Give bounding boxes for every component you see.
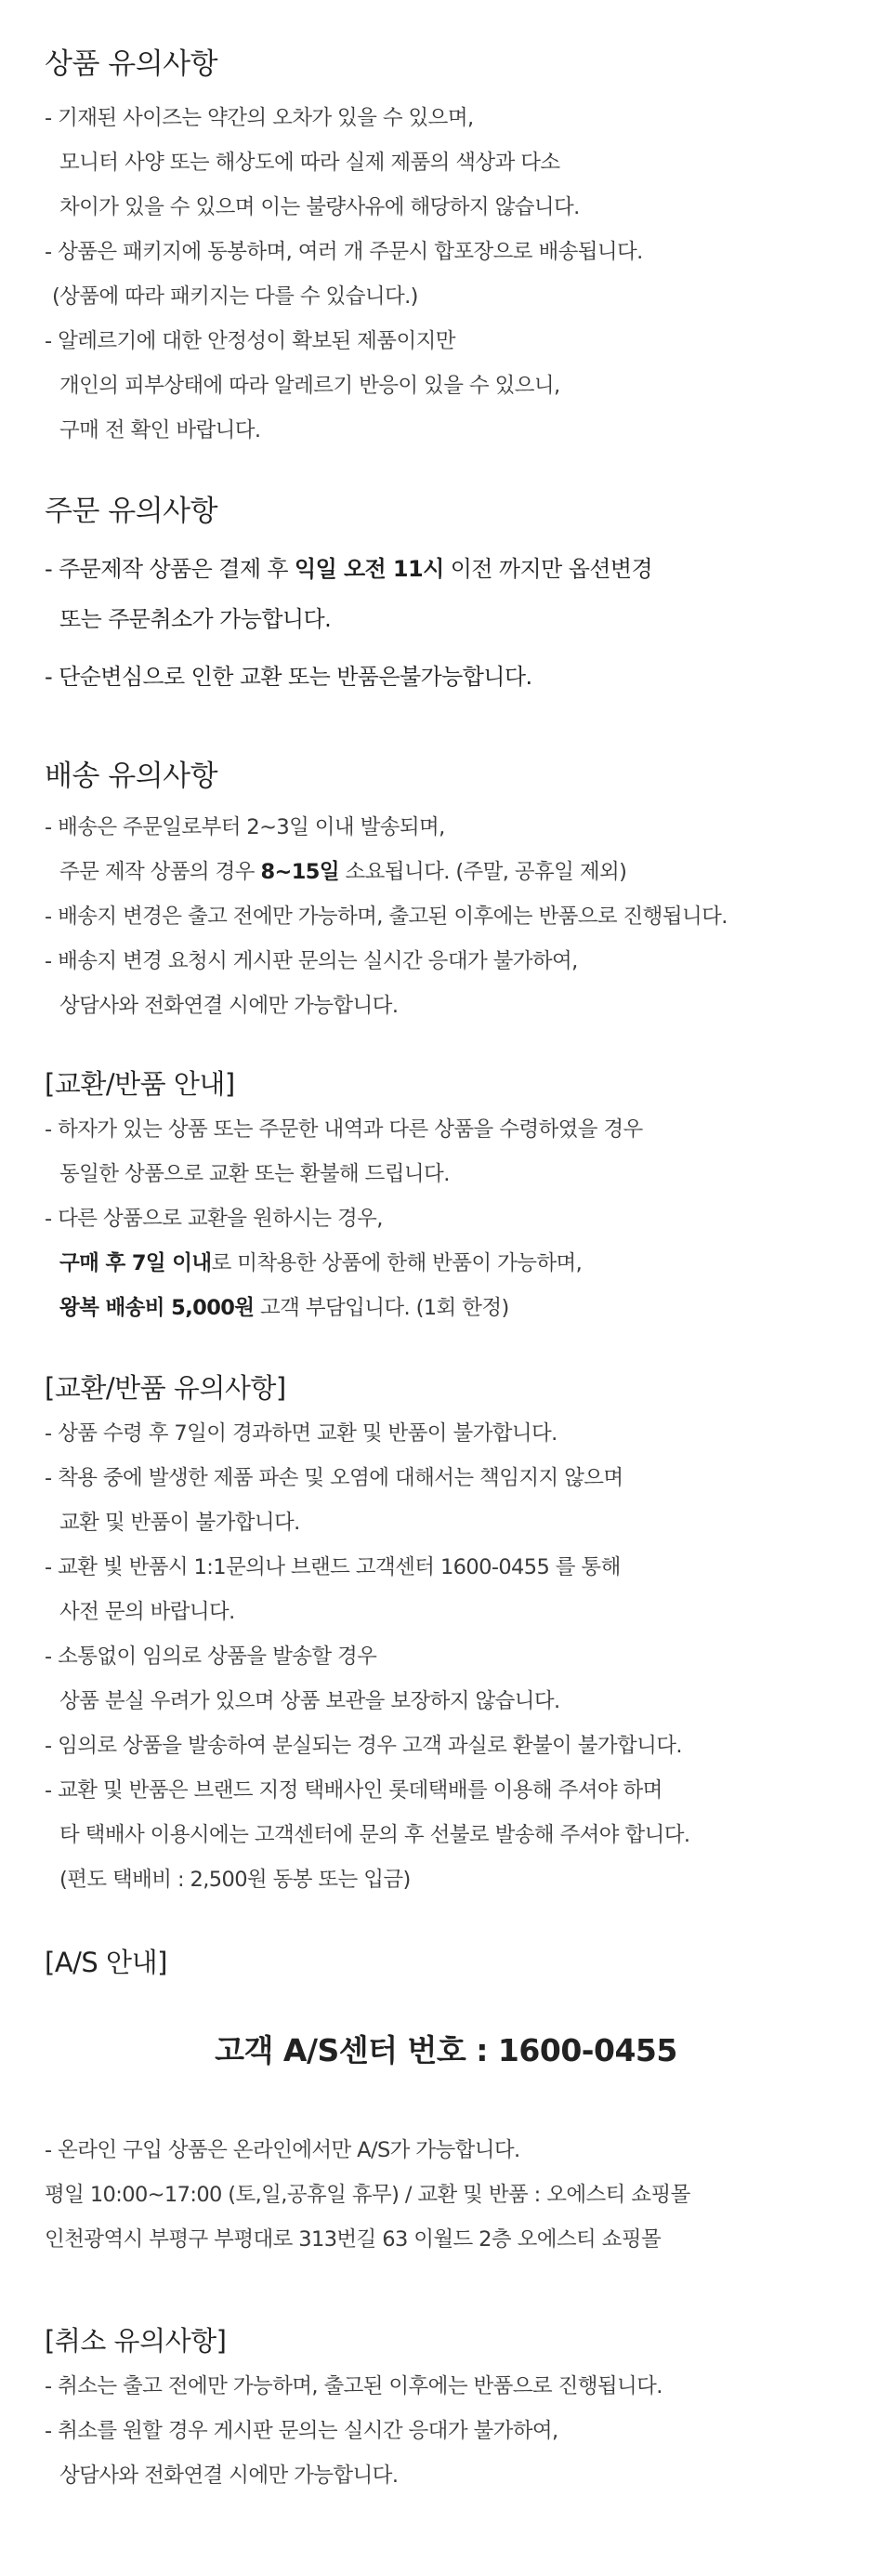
order-notes-text: - 주문제작 상품은 결제 후	[45, 556, 295, 582]
exchange-notes-line: (편도 택배비 : 2,500원 동봉 또는 입금)	[59, 1868, 411, 1892]
as-info-body	[45, 2128, 873, 2262]
exchange-info-line: 동일한 상품으로 교환 또는 환불해 드립니다.	[59, 1162, 450, 1186]
order-notes-section	[45, 488, 873, 702]
shipping-notes-text: 주문 제작 상품의 경우	[59, 860, 261, 884]
as-info-line: 인천광역시 부평구 부평대로 313번길 63 이월드 2층 오에스티 쇼핑몰	[45, 2227, 662, 2252]
exchange-notes-line: - 상품 수령 후 7일이 경과하면 교환 및 반품이 불가합니다.	[45, 1421, 558, 1446]
exchange-notes-line: 사전 문의 바랍니다.	[59, 1600, 235, 1624]
shipping-notes-line: - 배송지 변경은 출고 전에만 가능하며, 출고된 이후에는 반품으로 진행됩니다.	[45, 905, 728, 929]
product-notes-title: 상품 유의사항	[45, 47, 218, 81]
exchange-notes-line: - 착용 중에 발생한 제품 파손 및 오염에 대해서는 책임지지 않으며	[45, 1466, 623, 1490]
cancel-notes-title: [취소 유의사항]	[45, 2325, 227, 2357]
exchange-info-line: - 하자가 있는 상품 또는 주문한 내역과 다른 상품을 수령하였을 경우	[45, 1117, 643, 1142]
exchange-notes-line: 타 택배사 이용시에는 고객센터에 문의 후 선불로 발송해 주셔야 합니다.	[59, 1823, 690, 1847]
exchange-notes-line: - 교환 빛 반품시 1:1문의나 브랜드 고객센터 1600-0455 를 통해	[45, 1555, 621, 1579]
product-notes-line: - 알레르기에 대한 안정성이 확보된 제품이지만	[45, 329, 455, 353]
exchange-info-line	[45, 1286, 873, 1330]
shipping-notes-text: 소요됩니다. (주말, 공휴일 제외)	[339, 860, 627, 884]
as-info-title: [A/S 안내]	[45, 1947, 167, 1978]
shipping-notes-line: 상담사와 전화연결 시에만 가능합니다.	[59, 994, 399, 1018]
order-notes-text: 이전 까지만 옵션변경	[443, 556, 653, 582]
product-notes-line: (상품에 따라 패키지는 다를 수 있습니다.)	[52, 284, 418, 309]
exchange-info-line	[45, 1241, 873, 1286]
order-notes-line	[45, 544, 873, 594]
as-info-line: - 온라인 구입 상품은 온라인에서만 A/S가 가능합니다.	[45, 2138, 520, 2162]
cancel-notes-line: - 취소를 원할 경우 게시판 문의는 실시간 응대가 불가하여,	[45, 2419, 558, 2443]
exchange-info-emphasis: 왕복 배송비 5,000원	[59, 1296, 255, 1320]
as-center-number-title: 고객 A/S센터 번호 : 1600-0455	[215, 2032, 677, 2068]
product-notes-line: - 상품은 패키지에 동봉하며, 여러 개 주문시 합포장으로 배송됩니다.	[45, 240, 643, 264]
exchange-notes-line: - 교환 및 반품은 브랜드 지정 택배사인 롯데택배를 이용해 주셔야 하며	[45, 1778, 662, 1803]
exchange-info-section	[45, 1061, 873, 1330]
product-notes-line: 모니터 사양 또는 해상도에 따라 실제 제품의 색상과 다소	[59, 151, 560, 175]
product-notes-line: - 기재된 사이즈는 약간의 오차가 있을 수 있으며,	[45, 106, 474, 130]
exchange-notes-section	[45, 1365, 873, 1902]
cancel-notes-line: - 취소는 출고 전에만 가능하며, 출고된 이후에는 반품으로 진행됩니다.	[45, 2374, 662, 2398]
exchange-notes-title: [교환/반품 유의사항]	[45, 1372, 286, 1404]
exchange-info-line: - 다른 상품으로 교환을 원하시는 경우,	[45, 1207, 383, 1231]
shipping-notes-line: - 배송은 주문일로부터 2~3일 이내 발송되며,	[45, 815, 445, 839]
order-notes-line: 또는 주문취소가 가능합니다.	[59, 606, 332, 632]
product-notes-line: 구매 전 확인 바랍니다.	[59, 418, 261, 443]
cancel-notes-section	[45, 2318, 873, 2498]
product-notes-line: 개인의 피부상태에 따라 알레르기 반응이 있을 수 있으니,	[59, 374, 560, 398]
order-notes-title: 주문 유의사항	[45, 495, 218, 528]
product-notes-section	[45, 41, 873, 453]
exchange-info-text: 로 미착용한 상품에 한해 반품이 가능하며,	[211, 1251, 583, 1275]
cancel-notes-line: 상담사와 전화연결 시에만 가능합니다.	[59, 2464, 399, 2488]
shipping-notes-section	[45, 753, 873, 1028]
exchange-notes-line: - 소통없이 임의로 상품을 발송할 경우	[45, 1645, 377, 1669]
product-notes-line: 차이가 있을 수 있으며 이는 불량사유에 해당하지 않습니다.	[59, 195, 580, 219]
exchange-info-title: [교환/반품 안내]	[45, 1068, 235, 1100]
as-info-section	[45, 1939, 873, 1986]
exchange-notes-line: 교환 및 반품이 불가합니다.	[59, 1511, 300, 1535]
shipping-notes-emphasis: 8~15일	[260, 860, 339, 884]
order-notes-emphasis: 익일 오전 11시	[295, 556, 444, 582]
shipping-notes-line	[45, 850, 873, 894]
exchange-notes-line: - 임의로 상품을 발송하여 분실되는 경우 고객 과실로 환불이 불가합니다.	[45, 1734, 682, 1758]
exchange-info-emphasis: 구매 후 7일 이내	[59, 1251, 212, 1275]
as-info-line: 평일 10:00~17:00 (토,일,공휴일 휴무) / 교환 및 반품 : 오에스티 쇼핑몰	[45, 2183, 690, 2207]
exchange-notes-line: 상품 분실 우려가 있으며 상품 보관을 보장하지 않습니다.	[59, 1689, 560, 1713]
shipping-notes-title: 배송 유의사항	[45, 760, 218, 793]
exchange-info-text: 고객 부담입니다. (1회 한정)	[254, 1296, 509, 1320]
order-notes-line: - 단순변심으로 인한 교환 또는 반품은불가능합니다.	[45, 664, 532, 690]
shipping-notes-line: - 배송지 변경 요청시 게시판 문의는 실시간 응대가 불가하여,	[45, 949, 578, 973]
